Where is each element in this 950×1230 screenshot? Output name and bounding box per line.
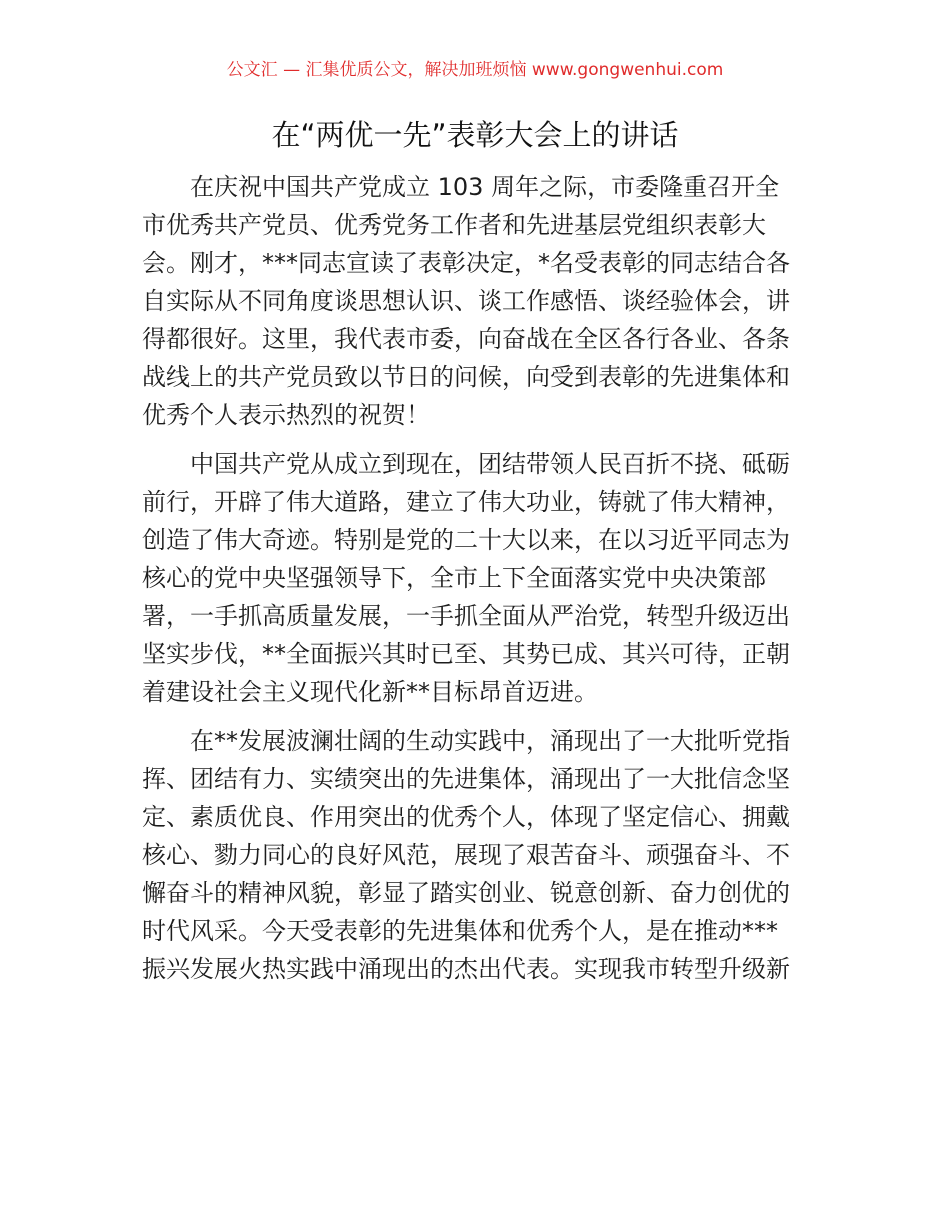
paragraph-line: 核心、勠力同心的良好风范，展现了艰苦奋斗、顽强奋斗、不: [142, 841, 790, 869]
paragraph-line: 中国共产党从成立到现在，团结带领人民百折不挠、砥砺: [190, 450, 790, 478]
paragraph-line: 优秀个人表示热烈的祝贺！: [142, 401, 430, 429]
paragraph-line: 坚实步伐，**全面振兴其时已至、其势已成、其兴可待，正朝: [142, 640, 790, 668]
paragraph-line: 挥、团结有力、实绩突出的先进集体，涌现出了一大批信念坚: [142, 765, 790, 793]
paragraph-1: [142, 168, 810, 434]
paragraph-line: 振兴发展火热实践中涌现出的杰出代表。实现我市转型升级新: [142, 955, 790, 983]
paragraph-line: 着建设社会主义现代化新**目标昂首迈进。: [142, 678, 598, 706]
paragraph-line: 核心的党中央坚强领导下，全市上下全面落实党中央决策部: [142, 564, 766, 592]
paragraph-line: 时代风采。今天受表彰的先进集体和优秀个人，是在推动***: [142, 917, 778, 945]
paragraph-line: 创造了伟大奇迹。特别是党的二十大以来，在以习近平同志为: [142, 526, 790, 554]
paragraph-2: [142, 445, 810, 711]
paragraph-line: 战线上的共产党员致以节日的问候，向受到表彰的先进集体和: [142, 363, 790, 391]
paragraph-line: 会。刚才，***同志宣读了表彰决定，*名受表彰的同志结合各: [142, 249, 790, 277]
paragraph-line: 自实际从不同角度谈思想认识、谈工作感悟、谈经验体会，讲: [142, 287, 790, 315]
paragraph-line: 在**发展波澜壮阔的生动实践中，涌现出了一大批听党指: [190, 727, 790, 755]
paragraph-line: 得都很好。这里，我代表市委，向奋战在全区各行各业、各条: [142, 325, 790, 353]
paragraph-line: 署，一手抓高质量发展，一手抓全面从严治党，转型升级迈出: [142, 602, 790, 630]
document-body: [142, 168, 810, 999]
document-title: 在“两优一先”表彰大会上的讲话: [271, 118, 679, 152]
paragraph-3: [142, 722, 810, 988]
paragraph-line: 前行，开辟了伟大道路，建立了伟大功业，铸就了伟大精神，: [142, 488, 790, 516]
site-banner: 公文汇 — 汇集优质公文，解决加班烦恼 www.gongwenhui.com: [226, 60, 724, 80]
paragraph-line: 懈奋斗的精神风貌，彰显了踏实创业、锐意创新、奋力创优的: [142, 879, 790, 907]
paragraph-line: 在庆祝中国共产党成立 103 周年之际，市委隆重召开全: [190, 173, 780, 201]
paragraph-line: 定、素质优良、作用突出的优秀个人，体现了坚定信心、拥戴: [142, 803, 790, 831]
paragraph-line: 市优秀共产党员、优秀党务工作者和先进基层党组织表彰大: [142, 211, 766, 239]
